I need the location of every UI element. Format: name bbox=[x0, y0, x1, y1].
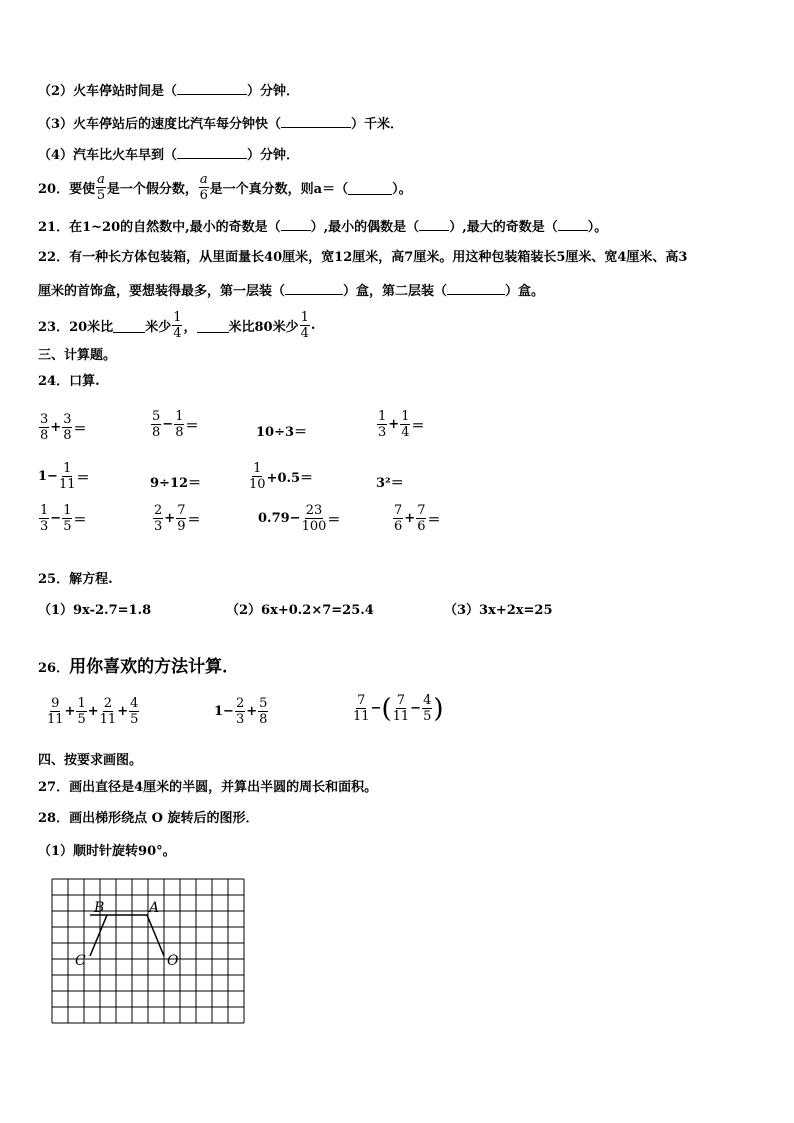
q21: 21．在1~20的自然数中,最小的奇数是（ ）,最小的偶数是（ ）,最大的奇数是（ ）。 bbox=[38, 217, 607, 237]
answer-blank[interactable] bbox=[197, 319, 229, 333]
answer-blank[interactable] bbox=[177, 145, 247, 159]
q25-title: 25．解方程. bbox=[38, 572, 113, 587]
q24-r2-d: 3²＝ bbox=[376, 476, 404, 491]
section-4-heading: 四、按要求画图。 bbox=[38, 753, 143, 768]
q23: 23．20米比 米少 $\frac{1}{4}$ ， 米比80米少 $\frac{1}{4}$ . bbox=[38, 310, 316, 341]
q24-r3-d: $\frac{7}{6}$ + $\frac{7}{6}$ ＝ bbox=[394, 503, 441, 534]
q19-part2: （2）火车停站时间是（ ）分钟． bbox=[38, 81, 299, 101]
q24-r3-a: $\frac{1}{3}$ − $\frac{1}{5}$ ＝ bbox=[40, 503, 87, 534]
answer-blank[interactable] bbox=[177, 81, 247, 95]
q28: 28．画出梯形绕点 O 旋转后的图形． bbox=[38, 811, 259, 826]
answer-blank[interactable] bbox=[285, 281, 343, 295]
q24-r1-d: $\frac{1}{3}$ + $\frac{1}{4}$ ＝ bbox=[378, 409, 425, 440]
fraction: $\frac{a}{6}$ bbox=[199, 172, 208, 203]
q22-line2: 厘米的首饰盒，要想装得最多，第一层装（ ）盒，第二层装（ ）盒。 bbox=[38, 281, 544, 301]
q22-line1: 22．有一种长方体包装箱，从里面量长40厘米，宽12厘米，高7厘米。用这种包装箱装长5厘米、宽4厘米、高3 bbox=[38, 250, 688, 265]
answer-blank[interactable] bbox=[281, 217, 311, 231]
answer-blank[interactable] bbox=[281, 114, 351, 128]
answer-blank[interactable] bbox=[558, 217, 588, 231]
label-A: A bbox=[149, 900, 160, 916]
q26-expr3: $\frac{7}{11}$ − ( $\frac{7}{11}$ − $\frac{4}{5}$ ) bbox=[353, 693, 444, 724]
section-3-heading: 三、计算题。 bbox=[38, 348, 117, 363]
q25-eq1: （1）9x-2.7=1.8 bbox=[38, 603, 152, 618]
q25-eq2: （2）6x+0.2×7=25.4 bbox=[226, 603, 374, 618]
q19-part3: （3）火车停站后的速度比汽车每分钟快（ ）千米． bbox=[38, 114, 403, 134]
answer-blank[interactable] bbox=[447, 281, 505, 295]
q24-r2-c: $\frac{1}{10}$ +0.5＝ bbox=[249, 461, 314, 492]
q27: 27．画出直径是4厘米的半圆，并算出半圆的周长和面积。 bbox=[38, 780, 378, 795]
trapezoid-outline bbox=[90, 915, 164, 956]
q25-eq3: （3）3x+2x=25 bbox=[444, 603, 553, 618]
q19-part4: （4）汽车比火车早到（ ）分钟． bbox=[38, 145, 299, 165]
q24-r2-b: 9÷12＝ bbox=[150, 476, 202, 491]
grid-lines bbox=[52, 879, 244, 1023]
fraction: $\frac{1}{4}$ bbox=[173, 310, 182, 341]
q24-r2-a: 1− $\frac{1}{11}$ ＝ bbox=[38, 461, 90, 492]
q24-title: 24．口算. bbox=[38, 374, 100, 389]
q28-part1: （1）顺时针旋转90°。 bbox=[38, 844, 176, 859]
q24-r3-c: 0.79− $\frac{23}{100}$ ＝ bbox=[258, 503, 341, 534]
q20: 20．要使 $\frac{a}{5}$ 是一个假分数， $\frac{a}{6}$ 是一个真分数，则a＝（ ）。 bbox=[38, 172, 412, 203]
label-C: C bbox=[75, 953, 86, 969]
q24-r1-c: 10÷3＝ bbox=[256, 425, 308, 440]
answer-blank[interactable] bbox=[419, 217, 449, 231]
q24-r1-b: $\frac{5}{8}$ − $\frac{1}{8}$ ＝ bbox=[152, 409, 199, 440]
q24-r1-a: $\frac{3}{8}$ + $\frac{3}{8}$ ＝ bbox=[40, 412, 87, 443]
label-O: O bbox=[167, 953, 179, 969]
fraction: $\frac{1}{4}$ bbox=[300, 310, 309, 341]
answer-blank[interactable] bbox=[113, 319, 145, 333]
q26-expr1: $\frac{9}{11}$ + $\frac{1}{5}$ + $\frac{2}{11}$ + $\frac{4}{5}$ bbox=[47, 696, 139, 727]
label-B: B bbox=[94, 900, 105, 916]
answer-blank[interactable] bbox=[348, 181, 392, 195]
q24-r3-b: $\frac{2}{3}$ + $\frac{7}{9}$ ＝ bbox=[154, 503, 201, 534]
q26-title: 26．用你喜欢的方法计算． bbox=[38, 657, 240, 677]
rotation-grid bbox=[50, 877, 246, 1025]
fraction: $\frac{a}{5}$ bbox=[96, 172, 106, 203]
q26-expr2: 1− $\frac{2}{3}$ + $\frac{5}{8}$ bbox=[214, 696, 268, 727]
